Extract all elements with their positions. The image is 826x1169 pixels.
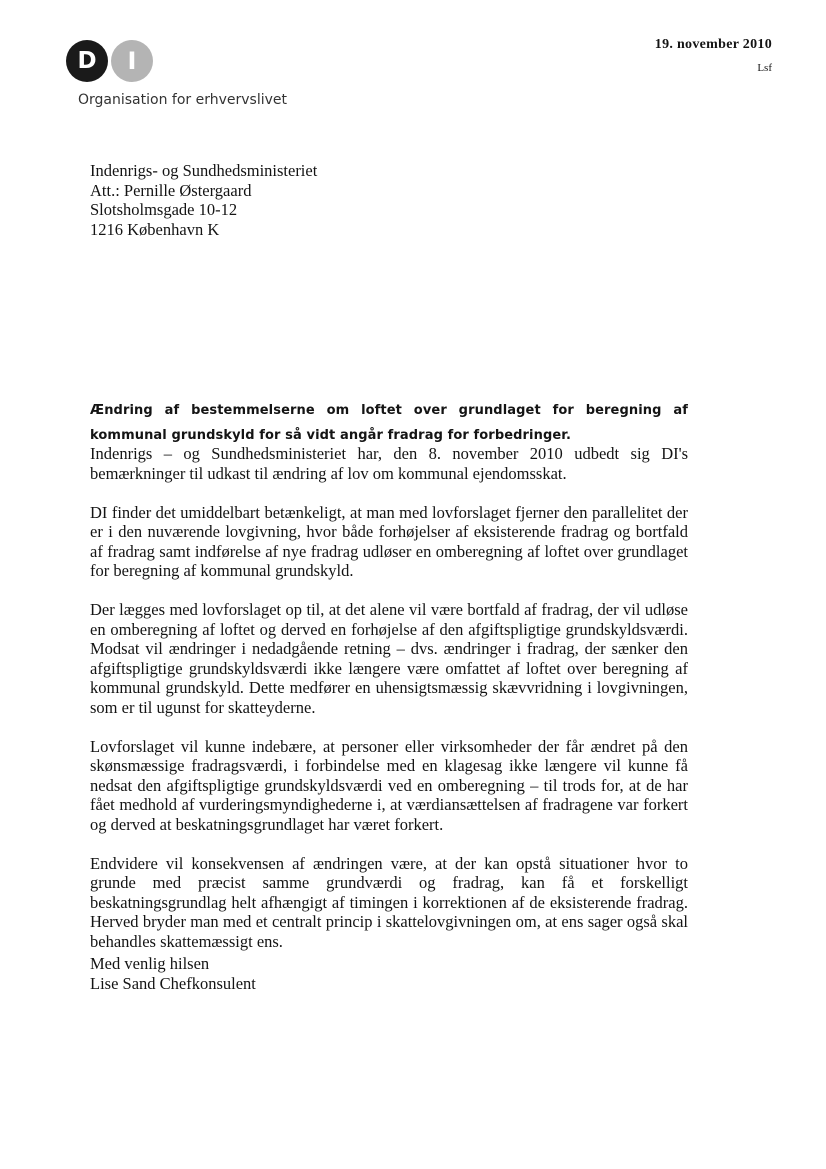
recipient-line-1: Indenrigs- og Sundhedsministeriet bbox=[90, 161, 318, 180]
body-paragraph-1: Indenrigs – og Sundhedsministeriet har, den 8. november 2010 udbedt sig DI's bemærkninger til udkast til ændring af lov om kommunal ejendomsskat. bbox=[90, 444, 688, 483]
recipient-line-2: Att.: Pernille Østergaard bbox=[90, 180, 252, 200]
logo-circle-d: D bbox=[66, 40, 108, 82]
sender-initials: Lsf bbox=[757, 62, 772, 74]
letter-closing bbox=[90, 954, 256, 993]
organisation-tagline: Organisation for erhvervslivet bbox=[78, 92, 287, 108]
recipient-address bbox=[90, 161, 317, 239]
letter-subject: Ændring af bestemmelserne om loftet over grundlaget for beregning af kommunal grundskyld for så vidt angår fradrag for forbedringer. bbox=[90, 403, 688, 443]
closing-greeting: Med venlig hilsen bbox=[90, 954, 210, 973]
body-paragraph-2: DI finder det umiddelbart betænkeligt, at man med lovforslaget fjerner den parallelitet der er i den nuværende lovgivning, hvor både forhøjelser af eksisterende fradrag og bortfald af fradrag samt indførelse af nye fradrag udløser en omberegning af loftet over grundlaget for beregning af kommunal grundskyld. bbox=[90, 502, 688, 580]
closing-signature: Lise Sand Chefkonsulent bbox=[90, 973, 256, 993]
di-logo bbox=[66, 40, 156, 84]
recipient-line-4: 1216 København K bbox=[90, 219, 220, 239]
body-paragraph-4: Lovforslaget vil kunne indebære, at personer eller virksomheder der får ændret på den skønsmæssige fradragsværdi, i forbindelse med en klagesag ikke længere vil kunne få nedsat den afgiftspligtige grundskyldsværdi ved en omberegning – til trods for, at de har fået medhold af vurderingsmyndighederne i, at værdiansættelsen af fradragene var forkert og derved at beskatningsgrundlaget har været forkert. bbox=[90, 736, 688, 834]
letter-body bbox=[90, 444, 688, 971]
logo-circle-i: I bbox=[111, 40, 153, 82]
body-paragraph-5: Endvidere vil konsekvensen af ændringen være, at der kan opstå situationer hvor to grunde med præcist samme grundværdi og fradrag, kan få et forskelligt beskatningsgrundlag helt afhængigt af timingen i korrektionen af de eksisterende fradrag. Herved bryder man med et centralt princip i skattelovgivningen om, at ens sager også skal behandles skattemæssigt ens. bbox=[90, 853, 688, 951]
letter-date: 19. november 2010 bbox=[654, 37, 772, 52]
recipient-line-3: Slotsholmsgade 10-12 bbox=[90, 200, 238, 219]
body-paragraph-3: Der lægges med lovforslaget op til, at det alene vil være bortfald af fradrag, der vil udløse en omberegning af loftet og derved en forhøjelse af den afgiftspligtige grundskyldsværdi. Modsat vil ændringer i nedadgående retning – dvs. ændringer i fradrag, der sænker den afgiftspligtige grundskyldsværdi ikke længere være omfattet af loftet over beregning af kommunal grundskyld. Dette medfører en uhensigtsmæssig skævvridning i lovgivningen, som er til ugunst for skatteyderne. bbox=[90, 600, 688, 717]
